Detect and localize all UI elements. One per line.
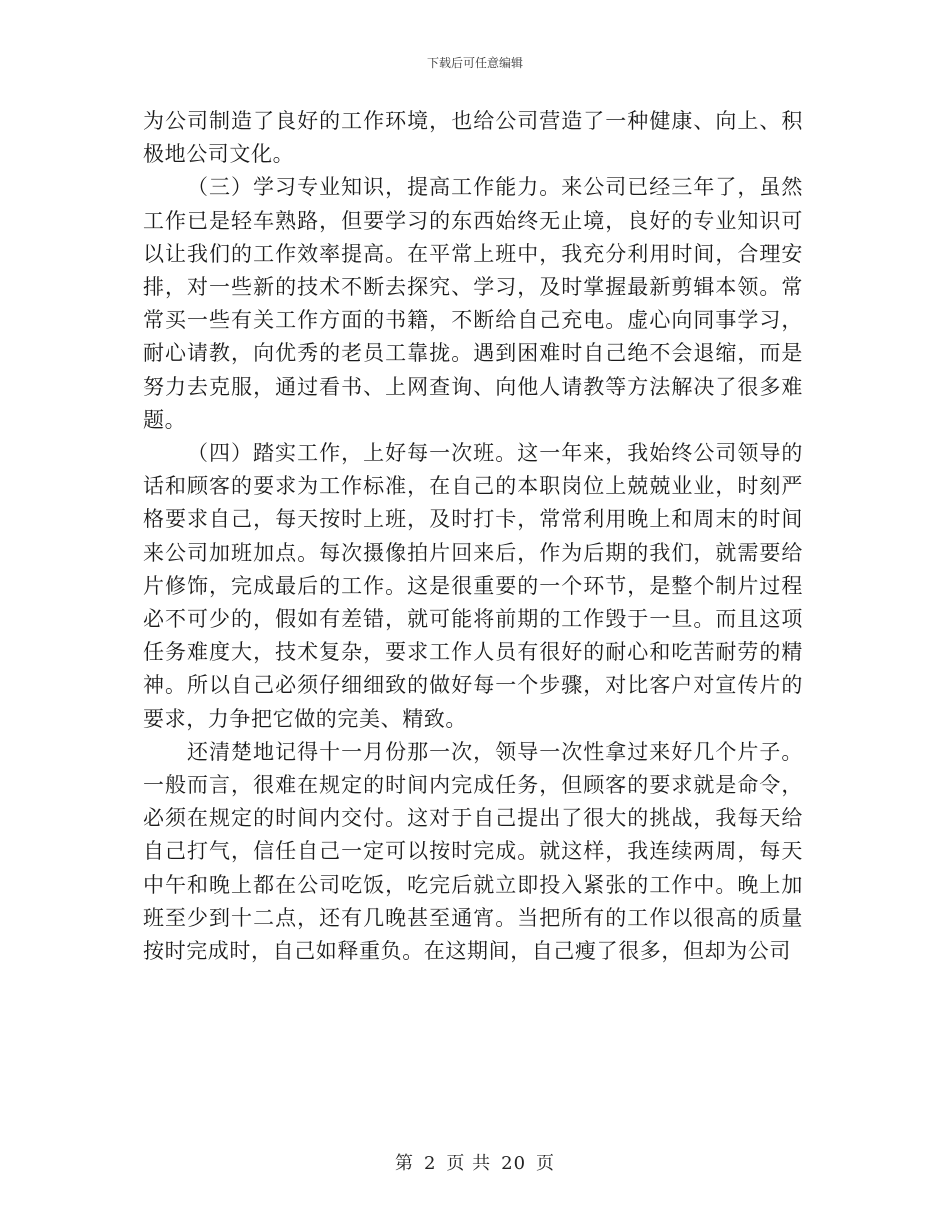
footer-middle: 页 共 [446,1153,492,1174]
paragraph-november-story: 还清楚地记得十一月份那一次，领导一次性拿过来好几个片子。一般而言，很难在规定的时间内完成任务，但顾客的要求就是命令，必须在规定的时间内交付。这对于自己提出了很大的挑战，我每天给自己打气，信任自己一定可以按时完成。就这样，我连续两周，每天中午和晚上都在公司吃饭，吃完后就立即投入紧张的工作中。晚上加班至少到十二点，还有几晚甚至通宵。当把所有的工作以很高的质量按时完成时，自己如释重负。在这期间，自己瘦了很多，但却为公司 [143,739,803,964]
page-footer [0,1153,950,1175]
footer-suffix: 页 [536,1153,556,1174]
header-text: 下载后可任意编辑 [426,56,523,70]
document-body [143,105,803,968]
paragraph-section-three: （三）学习专业知识，提高工作能力。来公司已经三年了，虽然工作已是轻车熟路，但要学习的东西始终无止境，良好的专业知识可以让我们的工作效率提高。在平常上班中，我充分利用时间，合理安排，对一些新的技术不断去探究、学习，及时掌握最新剪辑本领。常常买一些有关工作方面的书籍，不断给自己充电。虚心向同事学习，耐心请教，向优秀的老员工靠拢。遇到困难时自己绝不会退缩，而是努力去克服，通过看书、上网查询、向他人请教等方法解决了很多难题。 [143,175,803,432]
page-header [0,56,950,70]
footer-page-number: 2 [423,1153,437,1174]
paragraph-continuation: 为公司制造了良好的工作环境，也给公司营造了一种健康、向上、积极地公司文化。 [143,109,803,167]
footer-prefix: 第 [394,1153,414,1174]
paragraph-section-four: （四）踏实工作，上好每一次班。这一年来，我始终公司领导的话和顾客的要求为工作标准，在自己的本职岗位上兢兢业业，时刻严格要求自己，每天按时上班，及时打卡，常常利用晚上和周末的时间来公司加班加点。每次摄像拍片回来后，作为后期的我们，就需要给片修饰，完成最后的工作。这是很重要的一个环节，是整个制片过程必不可少的，假如有差错，就可能将前期的工作毁于一旦。而且这项任务难度大，技术复杂，要求工作人员有很好的耐心和吃苦耐劳的精神。所以自己必须仔细细致的做好每一个步骤，对比客户对宣传片的要求，力争把它做的完美、精致。 [143,441,803,731]
footer-total-pages: 20 [501,1153,527,1174]
